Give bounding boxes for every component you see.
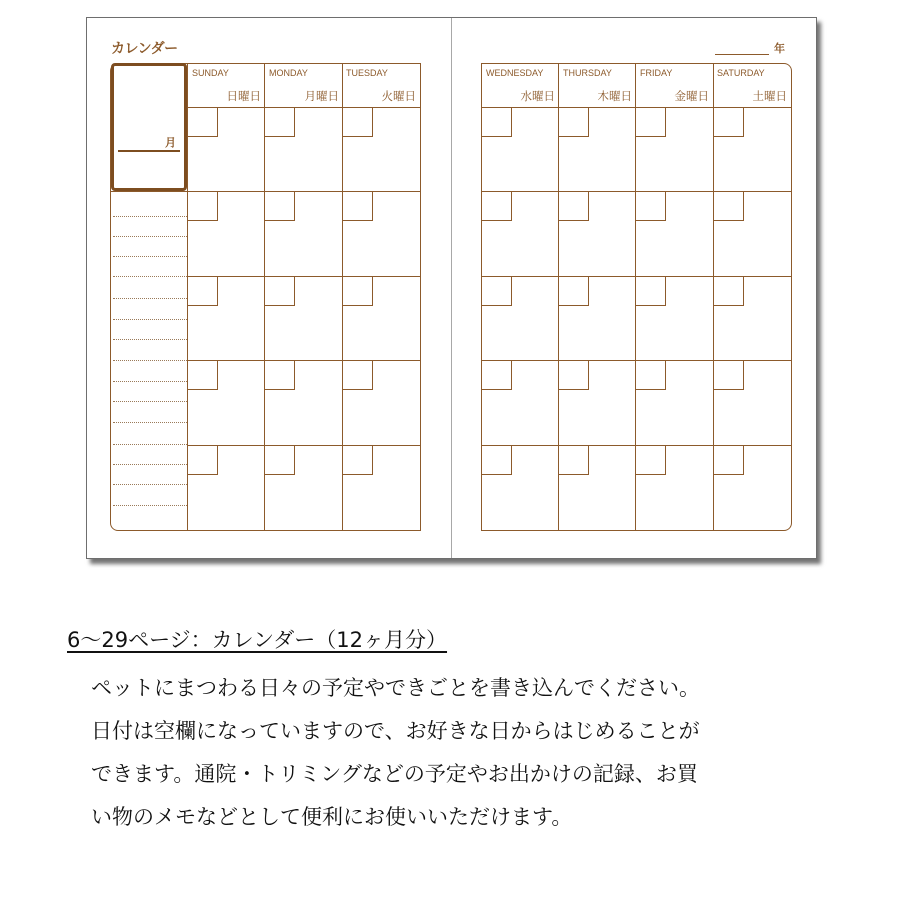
date-box bbox=[265, 192, 295, 221]
week-divider bbox=[187, 360, 421, 361]
week-divider bbox=[187, 276, 421, 277]
page-spine bbox=[451, 18, 452, 558]
description-line: できます。通院・トリミングなどの予定やお出かけの記録、お買 bbox=[91, 762, 698, 786]
date-box bbox=[265, 446, 295, 475]
description-line: ペットにまつわる日々の予定やできごとを書き込んでください。 bbox=[91, 676, 700, 700]
date-box bbox=[265, 277, 295, 306]
memo-line bbox=[113, 276, 187, 277]
date-box bbox=[559, 446, 589, 475]
date-box bbox=[636, 277, 666, 306]
day-header-jp: 木曜日 bbox=[597, 89, 632, 103]
description-line: 日付は空欄になっていますので、お好きな日からはじめることが bbox=[91, 719, 700, 743]
date-box bbox=[559, 277, 589, 306]
month-box bbox=[111, 63, 187, 191]
date-box bbox=[343, 192, 373, 221]
memo-line bbox=[113, 444, 187, 445]
date-box bbox=[636, 192, 666, 221]
day-header-jp: 火曜日 bbox=[381, 89, 416, 103]
date-box bbox=[636, 446, 666, 475]
date-box bbox=[714, 192, 744, 221]
year-label: 年 bbox=[774, 42, 785, 55]
calendar-spread bbox=[86, 17, 817, 559]
date-box bbox=[714, 361, 744, 390]
date-box bbox=[559, 192, 589, 221]
date-box bbox=[188, 108, 218, 137]
day-header-en: SUNDAY bbox=[192, 68, 229, 78]
memo-line bbox=[113, 422, 187, 423]
day-header-jp: 金曜日 bbox=[674, 89, 709, 103]
date-box bbox=[559, 361, 589, 390]
date-box bbox=[714, 446, 744, 475]
memo-line bbox=[113, 339, 187, 340]
day-header-en: FRIDAY bbox=[640, 68, 673, 78]
memo-line bbox=[113, 256, 187, 257]
left-header-divider bbox=[187, 107, 421, 108]
day-header-jp: 土曜日 bbox=[752, 89, 787, 103]
year-blank bbox=[715, 54, 769, 55]
month-underline bbox=[118, 150, 180, 152]
date-box bbox=[343, 446, 373, 475]
date-box bbox=[482, 277, 512, 306]
memo-line bbox=[113, 484, 187, 485]
date-box bbox=[636, 361, 666, 390]
memo-line bbox=[113, 319, 187, 320]
date-box bbox=[636, 108, 666, 137]
day-header-jp: 月曜日 bbox=[304, 89, 339, 103]
memo-line bbox=[113, 401, 187, 402]
memo-line bbox=[113, 505, 187, 506]
memo-line bbox=[113, 464, 187, 465]
day-header-en: THURSDAY bbox=[563, 68, 612, 78]
day-header-en: MONDAY bbox=[269, 68, 308, 78]
day-header-jp: 日曜日 bbox=[226, 89, 261, 103]
calendar-title: カレンダー bbox=[111, 41, 178, 57]
description-line: い物のメモなどとして便利にお使いいただけます。 bbox=[91, 805, 573, 829]
date-box bbox=[343, 108, 373, 137]
date-box bbox=[265, 108, 295, 137]
description bbox=[91, 667, 851, 839]
date-box bbox=[482, 446, 512, 475]
week-divider bbox=[187, 445, 421, 446]
date-box bbox=[343, 361, 373, 390]
date-box bbox=[188, 277, 218, 306]
section-caption: 6～29ページ：カレンダー（12ヶ月分） bbox=[67, 628, 448, 652]
date-box bbox=[559, 108, 589, 137]
date-box bbox=[188, 361, 218, 390]
memo-line bbox=[113, 236, 187, 237]
memo-line bbox=[113, 360, 187, 361]
date-box bbox=[482, 108, 512, 137]
date-box bbox=[482, 192, 512, 221]
memo-line bbox=[113, 216, 187, 217]
day-header-en: TUESDAY bbox=[346, 68, 388, 78]
date-box bbox=[265, 361, 295, 390]
date-box bbox=[188, 446, 218, 475]
memo-line bbox=[113, 298, 187, 299]
day-header-en: WEDNESDAY bbox=[486, 68, 544, 78]
date-box bbox=[343, 277, 373, 306]
month-label: 月 bbox=[165, 136, 176, 149]
day-header-jp: 水曜日 bbox=[520, 89, 555, 103]
date-box bbox=[714, 277, 744, 306]
date-box bbox=[188, 192, 218, 221]
day-header-en: SATURDAY bbox=[717, 68, 765, 78]
date-box bbox=[714, 108, 744, 137]
date-box bbox=[482, 361, 512, 390]
memo-line bbox=[113, 381, 187, 382]
